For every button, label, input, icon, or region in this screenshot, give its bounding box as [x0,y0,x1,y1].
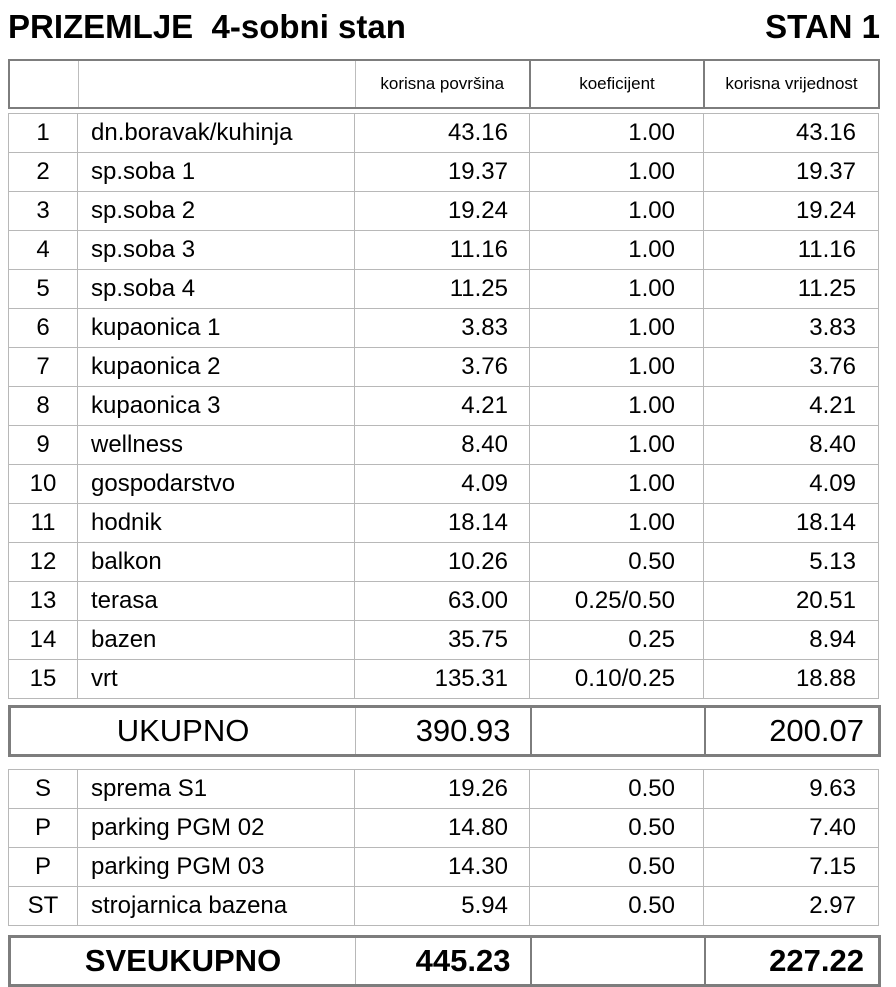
cell-row-number: ST [9,886,78,925]
cell-value: 4.21 [704,386,879,425]
cell-coefficient: 0.50 [530,808,704,847]
column-header-table [8,59,880,109]
cell-area: 3.83 [355,308,530,347]
cell-coefficient: 1.00 [530,152,704,191]
grand-total-coefficient-empty-cell [531,936,705,985]
cell-row-number: 2 [9,152,78,191]
table-row [9,230,879,269]
cell-value: 8.94 [704,620,879,659]
total-row [10,706,880,755]
total-area: 390.93 [356,706,531,755]
total-value: 200.07 [769,712,865,748]
cell-row-number: 11 [9,503,78,542]
cell-coefficient: 1.00 [530,191,704,230]
cell-value: 7.15 [704,847,879,886]
cell-value: 9.63 [704,769,879,808]
cell-value: 8.40 [704,425,879,464]
cell-area: 19.37 [355,152,530,191]
header-cell-empty-num [9,60,78,108]
cell-area: 19.26 [355,769,530,808]
cell-area: 3.76 [355,347,530,386]
cell-area: 5.94 [355,886,530,925]
rooms-table [8,113,879,699]
cell-value: 43.16 [704,113,879,152]
cell-room-name: sp.soba 4 [78,269,355,308]
cell-room-name: balkon [78,542,355,581]
cell-value: 20.51 [704,581,879,620]
cell-area: 11.16 [355,230,530,269]
table-row [9,386,879,425]
table-row [9,503,879,542]
table-row [9,191,879,230]
cell-value: 2.97 [704,886,879,925]
cell-room-name: hodnik [78,503,355,542]
cell-coefficient: 1.00 [530,113,704,152]
cell-row-number: 14 [9,620,78,659]
cell-room-name: strojarnica bazena [78,886,355,925]
table-row [9,847,879,886]
cell-area: 19.24 [355,191,530,230]
cell-row-number: 7 [9,347,78,386]
cell-room-name: kupaonica 1 [78,308,355,347]
cell-room-name: sp.soba 3 [78,230,355,269]
cell-row-number: 3 [9,191,78,230]
cell-coefficient: 0.25/0.50 [530,581,704,620]
table-row [9,581,879,620]
table-row [9,769,879,808]
grand-total-area: 445.23 [356,936,531,985]
cell-coefficient: 1.00 [530,386,704,425]
header-cell-empty-name [78,60,355,108]
total-label: UKUPNO [116,712,250,748]
extras-table [8,769,879,926]
table-row [9,620,879,659]
page-title: PRIZEMLJE 4-sobni stan [8,8,406,45]
cell-coefficient: 0.50 [530,886,704,925]
grand-total-row [10,936,880,985]
cell-row-number: 1 [9,113,78,152]
cell-area: 35.75 [355,620,530,659]
cell-value: 3.83 [704,308,879,347]
cell-row-number: 4 [9,230,78,269]
cell-room-name: parking PGM 02 [78,808,355,847]
cell-area: 63.00 [355,581,530,620]
cell-row-number: S [9,769,78,808]
grand-total-row-sveukupno [8,935,881,987]
cell-value: 7.40 [704,808,879,847]
cell-coefficient: 0.50 [530,769,704,808]
grand-total-label: SVEUKUPNO [84,942,282,978]
cell-coefficient: 0.10/0.25 [530,659,704,698]
table-row [9,659,879,698]
cell-room-name: terasa [78,581,355,620]
table-row [9,542,879,581]
cell-area: 135.31 [355,659,530,698]
table-row [9,464,879,503]
cell-row-number: 10 [9,464,78,503]
cell-area: 14.80 [355,808,530,847]
table-row [9,113,879,152]
cell-row-number: 8 [9,386,78,425]
cell-row-number: P [9,808,78,847]
cell-value: 18.88 [704,659,879,698]
cell-row-number: 9 [9,425,78,464]
cell-row-number: 12 [9,542,78,581]
cell-value: 19.24 [704,191,879,230]
grand-total-value: 227.22 [769,942,864,978]
cell-area: 14.30 [355,847,530,886]
cell-room-name: kupaonica 3 [78,386,355,425]
cell-area: 43.16 [355,113,530,152]
title-bar [8,8,880,46]
cell-area: 10.26 [355,542,530,581]
cell-area: 8.40 [355,425,530,464]
cell-area: 18.14 [355,503,530,542]
cell-value: 4.09 [704,464,879,503]
column-header-row [9,60,879,108]
cell-room-name: bazen [78,620,355,659]
table-row [9,347,879,386]
cell-value: 19.37 [704,152,879,191]
header-cell-value: korisna vrijednost [704,60,879,108]
table-row [9,308,879,347]
cell-area: 4.09 [355,464,530,503]
cell-value: 3.76 [704,347,879,386]
table-row [9,269,879,308]
total-coefficient-empty-cell [531,706,705,755]
cell-area: 4.21 [355,386,530,425]
cell-room-name: sp.soba 2 [78,191,355,230]
table-row [9,808,879,847]
cell-room-name: sp.soba 1 [78,152,355,191]
cell-room-name: kupaonica 2 [78,347,355,386]
cell-room-name: gospodarstvo [78,464,355,503]
cell-coefficient: 1.00 [530,503,704,542]
apartment-label: STAN 1 [765,8,880,45]
cell-value: 18.14 [704,503,879,542]
cell-coefficient: 1.00 [530,347,704,386]
cell-row-number: P [9,847,78,886]
cell-room-name: sprema S1 [78,769,355,808]
table-row [9,425,879,464]
cell-room-name: dn.boravak/kuhinja [78,113,355,152]
table-row [9,152,879,191]
cell-row-number: 5 [9,269,78,308]
cell-row-number: 6 [9,308,78,347]
cell-coefficient: 0.25 [530,620,704,659]
cell-coefficient: 1.00 [530,464,704,503]
cell-coefficient: 1.00 [530,308,704,347]
header-cell-coefficient: koeficijent [530,60,704,108]
cell-room-name: wellness [78,425,355,464]
cell-value: 11.16 [704,230,879,269]
cell-room-name: vrt [78,659,355,698]
cell-row-number: 15 [9,659,78,698]
total-row-ukupno [8,705,881,757]
cell-coefficient: 0.50 [530,847,704,886]
cell-coefficient: 0.50 [530,542,704,581]
cell-value: 5.13 [704,542,879,581]
cell-coefficient: 1.00 [530,425,704,464]
cell-value: 11.25 [704,269,879,308]
cell-coefficient: 1.00 [530,269,704,308]
header-cell-area: korisna površina [355,60,530,108]
cell-area: 11.25 [355,269,530,308]
cell-row-number: 13 [9,581,78,620]
cell-room-name: parking PGM 03 [78,847,355,886]
table-row [9,886,879,925]
cell-coefficient: 1.00 [530,230,704,269]
